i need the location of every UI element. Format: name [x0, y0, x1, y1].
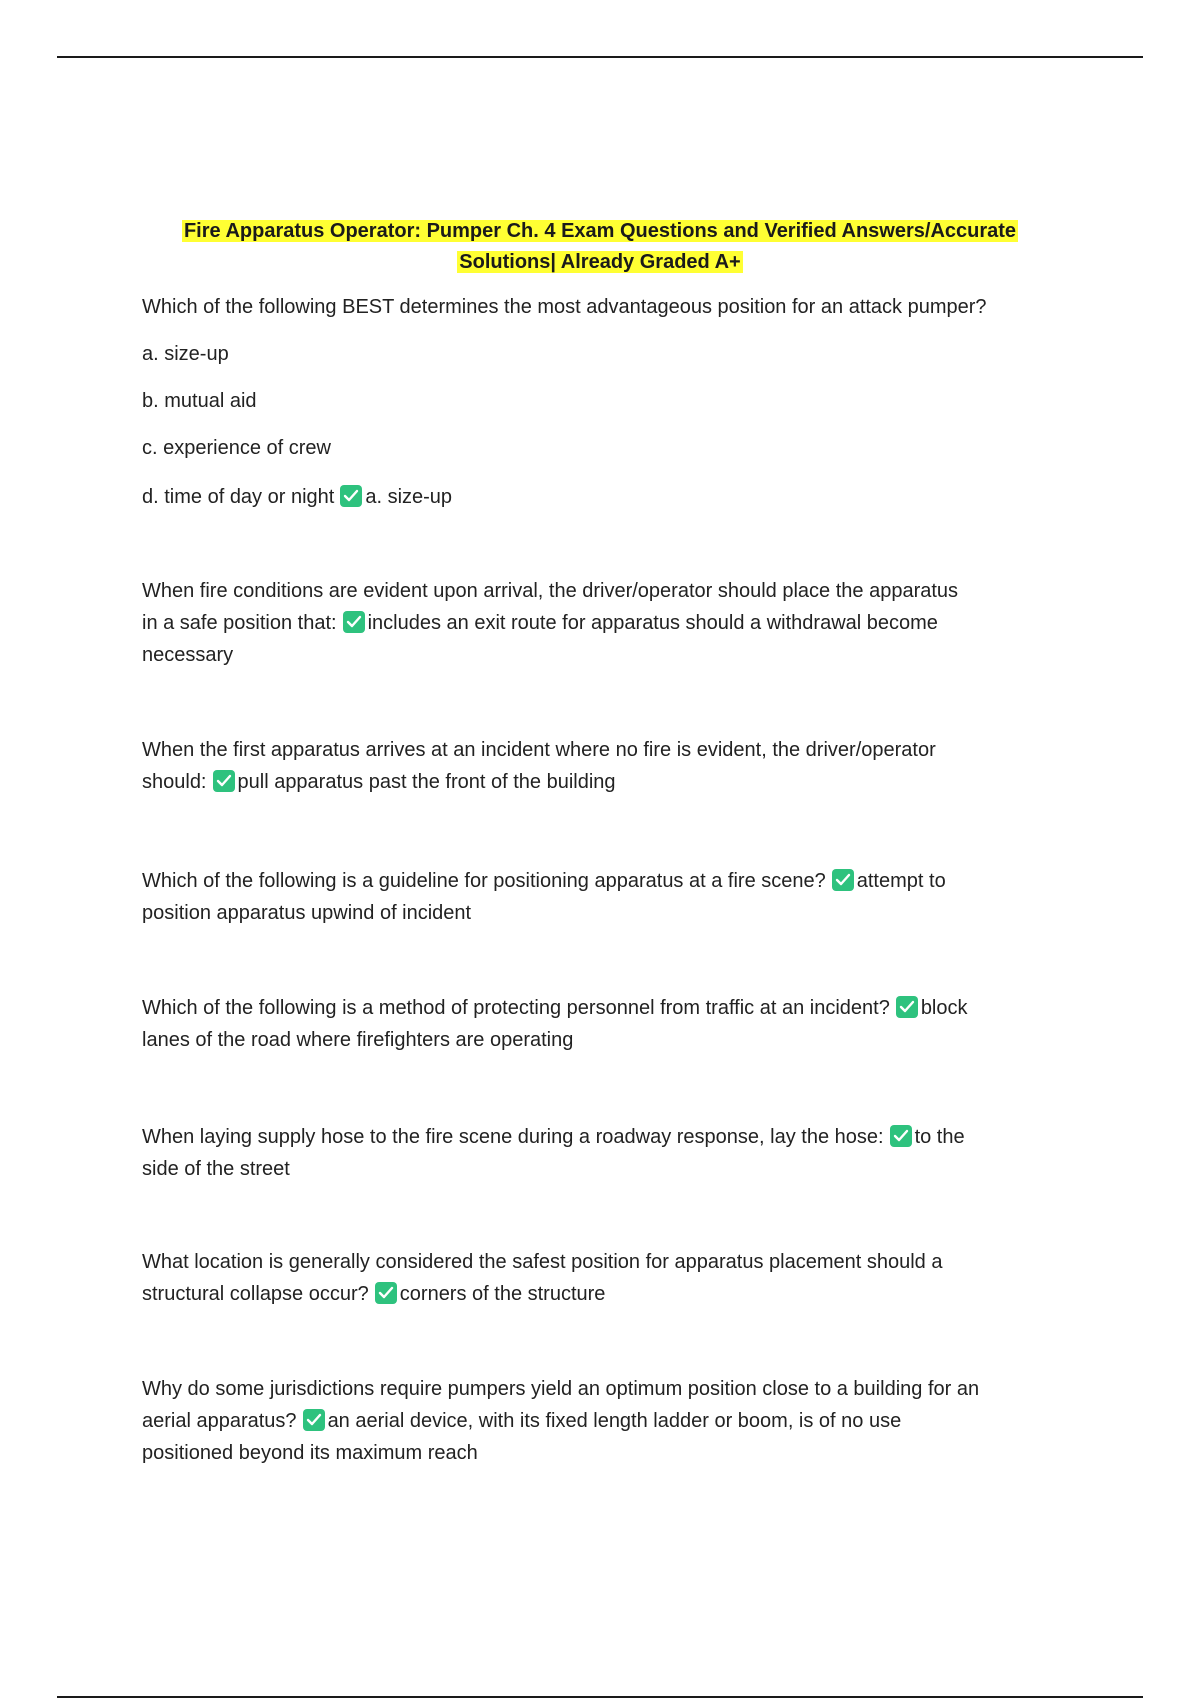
answer-text-line-2: necessary: [142, 644, 234, 666]
option-c-text: c. experience of crew: [142, 437, 331, 459]
question-5: [142, 992, 1067, 1056]
question-2: [142, 575, 1067, 671]
option-a-text: a. size-up: [142, 343, 229, 365]
title-line-1: Fire Apparatus Operator: Pumper Ch. 4 Exam Questions and Verified Answers/Accurate: [183, 220, 1017, 242]
answer-text-line-1: attempt to: [856, 870, 946, 892]
check-mark-icon: [890, 1125, 912, 1147]
answer-text: pull apparatus past the front of the building: [237, 771, 616, 793]
question-4: [142, 865, 1067, 929]
footer-rule: [57, 1696, 1143, 1698]
check-mark-icon: [340, 485, 362, 507]
question-text: Which of the following is a method of protecting personnel from traffic at an incident?: [142, 997, 890, 1019]
question-text-line-1: Why do some jurisdictions require pumpers yield an optimum position close to a building for an: [142, 1378, 980, 1400]
document-title: [130, 216, 1070, 278]
answer-text-line-2: positioned beyond its maximum reach: [142, 1442, 478, 1464]
question-1: [142, 291, 1067, 324]
answer-text: a. size-up: [365, 486, 453, 508]
question-text-line-1: When fire conditions are evident upon arrival, the driver/operator should place the apparatus: [142, 580, 959, 602]
answer-text-line-2: side of the street: [142, 1158, 290, 1180]
title-line-2: Solutions| Already Graded A+: [459, 251, 741, 273]
option-b: [142, 385, 1067, 418]
check-mark-icon: [896, 996, 918, 1018]
question-text-line-1: When the first apparatus arrives at an incident where no fire is evident, the driver/operator: [142, 739, 936, 761]
question-text: When laying supply hose to the fire scene during a roadway response, lay the hose:: [142, 1126, 884, 1148]
question-text-line-2: aerial apparatus?: [142, 1410, 297, 1432]
question-text-line-2: in a safe position that:: [142, 612, 337, 634]
header-rule: [57, 56, 1143, 58]
answer-text-line-1: an aerial device, with its fixed length ladder or boom, is of no use: [327, 1410, 902, 1432]
answer-text-line-2: position apparatus upwind of incident: [142, 902, 472, 924]
answer-text-line-2: lanes of the road where firefighters are operating: [142, 1029, 574, 1051]
question-7: [142, 1246, 1067, 1310]
option-d-text: d. time of day or night: [142, 486, 335, 508]
answer-text: corners of the structure: [399, 1283, 606, 1305]
option-b-text: b. mutual aid: [142, 390, 257, 412]
question-8: [142, 1373, 1067, 1469]
check-mark-icon: [343, 611, 365, 633]
question-text: Which of the following BEST determines the most advantageous position for an attack pumper?: [142, 296, 987, 318]
answer-text-line-1: to the: [914, 1126, 965, 1148]
option-a: [142, 338, 1067, 371]
option-c: [142, 432, 1067, 465]
question-6: [142, 1121, 1067, 1185]
question-3: [142, 734, 1067, 798]
check-mark-icon: [213, 770, 235, 792]
question-text-line-2: should:: [142, 771, 207, 793]
answer-text-line-1: includes an exit route for apparatus should a withdrawal become: [367, 612, 938, 634]
question-text-line-2: structural collapse occur?: [142, 1283, 369, 1305]
check-mark-icon: [303, 1409, 325, 1431]
question-text: Which of the following is a guideline for positioning apparatus at a fire scene?: [142, 870, 826, 892]
question-text-line-1: What location is generally considered the safest position for apparatus placement should a: [142, 1251, 943, 1273]
check-mark-icon: [375, 1282, 397, 1304]
answer-text-line-1: block: [920, 997, 968, 1019]
check-mark-icon: [832, 869, 854, 891]
option-d: [142, 481, 1067, 514]
